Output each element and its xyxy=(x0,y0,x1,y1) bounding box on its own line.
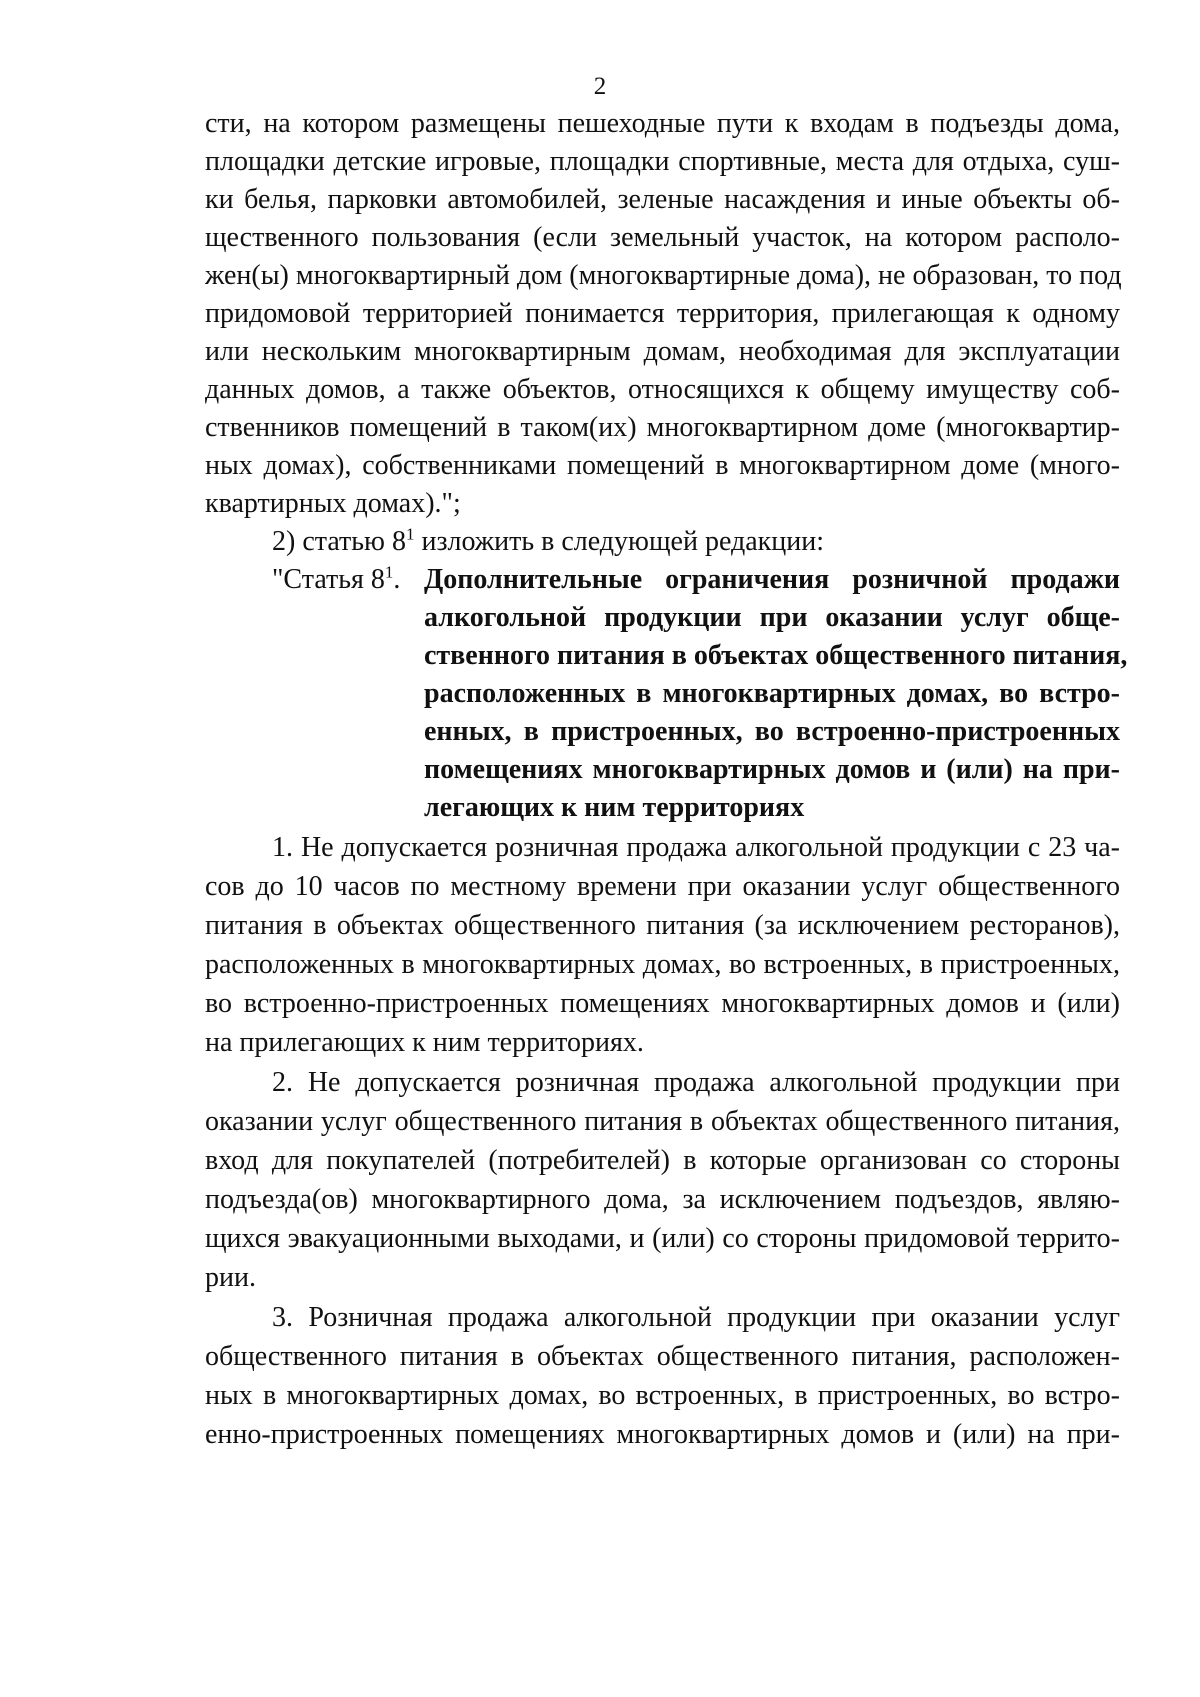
text-line: жен(ы) многоквартирный дом (многоквартирные дома), не образован, то под xyxy=(205,260,1122,291)
article-heading-line: легающих к ним территориях xyxy=(424,792,805,823)
article-heading-line: Дополнительные ограничения розничной продажи xyxy=(424,564,1120,595)
paragraph-1-line: сов до 10 часов по местному времени при оказании услуг общественного xyxy=(205,871,1120,902)
article-heading-line: помещениях многоквартирных домов и (или) на при- xyxy=(424,754,1120,785)
paragraph-2-line: оказании услуг общественного питания в объектах общественного питания, xyxy=(205,1106,1120,1137)
paragraph-1-line: 1. Не допускается розничная продажа алкогольной продукции с 23 ча- xyxy=(272,832,1120,863)
amendment-item-2 xyxy=(272,525,1120,559)
article-heading-line: алкогольной продукции при оказании услуг обще- xyxy=(424,602,1120,633)
page-number: 2 xyxy=(593,73,607,100)
article-heading-line: ственного питания в объектах общественного питания, xyxy=(424,640,1128,671)
paragraph-3-line: ных в многоквартирных домах, во встроенных, в пристроенных, во встро- xyxy=(205,1380,1120,1411)
paragraph-2-line: подъезда(ов) многоквартирного дома, за исключением подъездов, являю- xyxy=(205,1184,1120,1215)
item2-superscript: 1 xyxy=(405,524,415,544)
article-label xyxy=(272,563,400,597)
article-heading-line: расположенных в многоквартирных домах, во встро- xyxy=(424,678,1120,709)
article-label-text: "Статья 8 xyxy=(272,564,385,595)
paragraph-1-line: питания в объектах общественного питания (за исключением ресторанов), xyxy=(205,910,1120,941)
paragraph-2-line: щихся эвакуационными выходами, и (или) со стороны придомовой террито- xyxy=(205,1223,1120,1254)
text-line: ных домах), собственниками помещений в многоквартирном доме (много- xyxy=(205,450,1120,481)
text-line: ственников помещений в таком(их) многоквартирном доме (многоквартир- xyxy=(205,412,1120,443)
paragraph-2-line: рии. xyxy=(205,1262,256,1293)
paragraph-3-line: общественного питания в объектах общественного питания, расположен- xyxy=(205,1341,1120,1372)
paragraph-2-line: вход для покупателей (потребителей) в которые организован со стороны xyxy=(205,1145,1120,1176)
paragraph-3-line: 3. Розничная продажа алкогольной продукции при оказании услуг xyxy=(272,1302,1120,1333)
article-label-superscript: 1 xyxy=(384,562,394,582)
article-label-dot: . xyxy=(393,564,401,595)
article-heading-line: енных, в пристроенных, во встроенно-пристроенных xyxy=(424,716,1120,747)
paragraph-1-line: во встроенно-пристроенных помещениях многоквартирных домов и (или) xyxy=(205,988,1120,1019)
text-line: придомовой территорией понимается территория, прилегающая к одному xyxy=(205,298,1120,329)
paragraph-2-line: 2. Не допускается розничная продажа алкогольной продукции при xyxy=(272,1067,1120,1098)
text-line: данных домов, а также объектов, относящихся к общему имуществу соб- xyxy=(205,374,1120,405)
text-line: сти, на котором размещены пешеходные пути к входам в подъезды дома, xyxy=(205,108,1120,139)
paragraph-1-line: на прилегающих к ним территориях. xyxy=(205,1027,644,1058)
paragraph-3-line: енно-пристроенных помещениях многоквартирных домов и (или) на при- xyxy=(205,1419,1120,1450)
item2-before: 2) статью 8 xyxy=(272,526,406,557)
text-line: или нескольким многоквартирным домам, необходимая для эксплуатации xyxy=(205,336,1120,367)
item2-after: изложить в следующей редакции: xyxy=(414,526,825,557)
text-line: щественного пользования (если земельный участок, на котором располо- xyxy=(205,222,1120,253)
text-line: площадки детские игровые, площадки спортивные, места для отдыха, суш- xyxy=(205,146,1120,177)
text-line: ки белья, парковки автомобилей, зеленые насаждения и иные объекты об- xyxy=(205,184,1120,215)
text-line: квартирных домах)."; xyxy=(205,488,461,519)
paragraph-1-line: расположенных в многоквартирных домах, во встроенных, в пристроенных, xyxy=(205,949,1120,980)
